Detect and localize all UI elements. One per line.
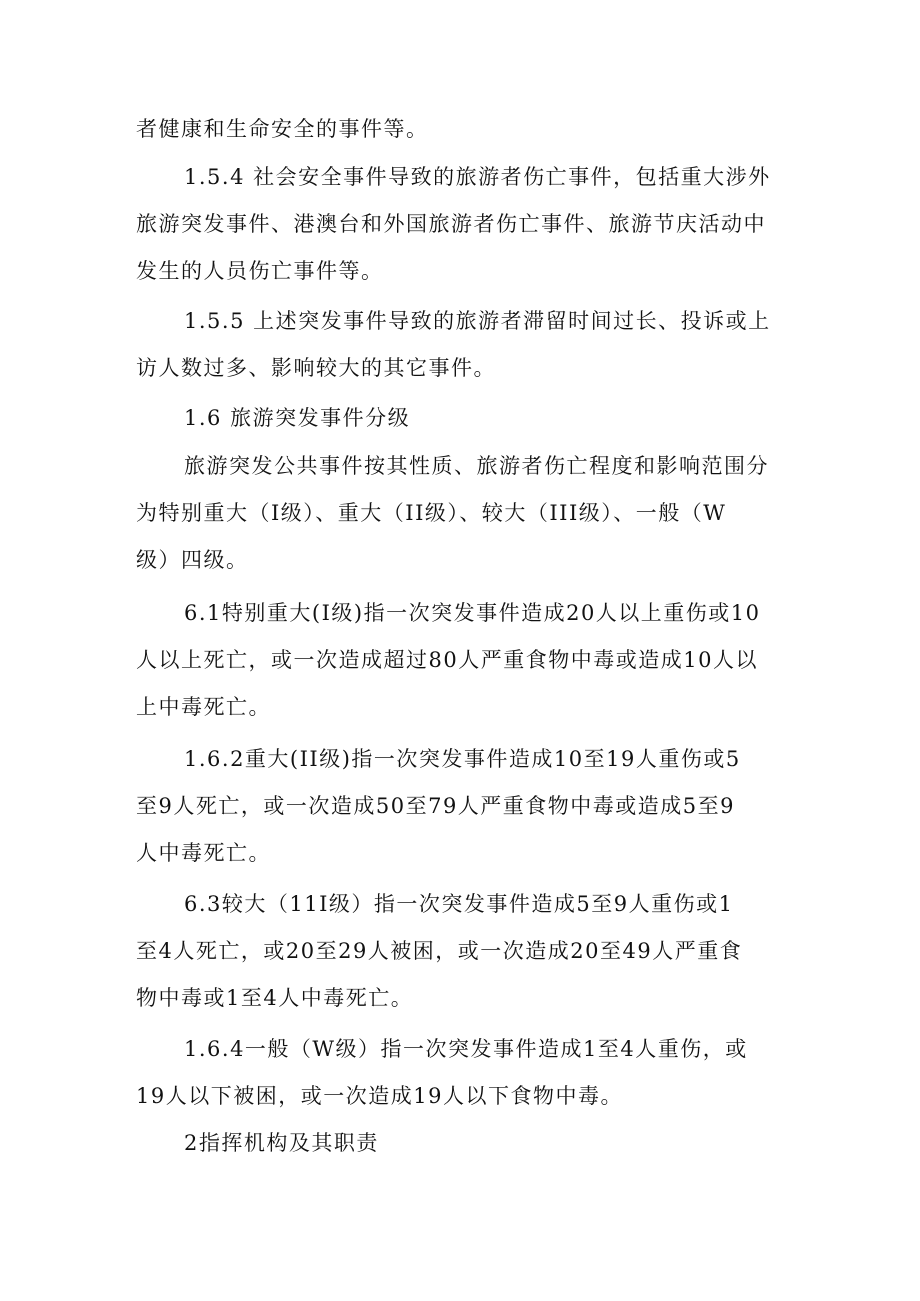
text-line: 为特别重大（I级）、重大（II级）、较大（III级）、一般（W: [136, 501, 727, 525]
paragraph-1-5-4: [136, 154, 796, 295]
text-line: 物中毒或1至4人中毒死亡。: [136, 986, 414, 1010]
text-line: 6.3较大（11I级）指一次突发事件造成5至9人重伤或1: [184, 892, 734, 916]
text-line: 人中毒死亡。: [136, 841, 271, 865]
text-line: 1.5.5 上述突发事件导致的旅游者滞留时间过长、投诉或上: [184, 309, 771, 333]
heading-text: 1.6 旅游突发事件分级: [184, 406, 411, 430]
text-line: 19人以下被困，或一次造成19人以下食物中毒。: [136, 1084, 623, 1108]
text-line: 发生的人员伤亡事件等。: [136, 259, 384, 283]
text-line: 1.6.4一般（W级）指一次突发事件造成1至4人重伤，或: [184, 1037, 748, 1061]
paragraph-6-3: [136, 881, 796, 1022]
section-heading-1-6: [136, 395, 796, 442]
paragraph-1-6-4: [136, 1026, 796, 1120]
heading-text: 2指挥机构及其职责: [184, 1131, 379, 1155]
text-line: 人以上死亡，或一次造成超过80人严重食物中毒或造成10人以: [136, 648, 758, 672]
paragraph-1-5-5: [136, 298, 796, 392]
text-line: 1.6.2重大(II级)指一次突发事件造成10至19人重伤或5: [184, 747, 741, 771]
text-line: 6.1特别重大(I级)指一次突发事件造成20人以上重伤或10: [184, 601, 761, 625]
text-line: 者健康和生命安全的事件等。: [136, 117, 429, 141]
text-line: 访人数过多、影响较大的其它事件。: [136, 356, 496, 380]
paragraph-classification: [136, 443, 796, 584]
section-heading-2: [136, 1120, 796, 1167]
paragraph-6-1: [136, 590, 796, 731]
text-line: 1.5.4 社会安全事件导致的旅游者伤亡事件，包括重大涉外: [184, 165, 771, 189]
text-line: 级）四级。: [136, 548, 249, 572]
text-line: 至4人死亡，或20至29人被困，或一次造成20至49人严重食: [136, 939, 743, 963]
text-line: 上中毒死亡。: [136, 695, 271, 719]
text-line: 至9人死亡，或一次造成50至79人严重食物中毒或造成5至9: [136, 794, 736, 818]
text-line: 旅游突发公共事件按其性质、旅游者伤亡程度和影响范围分: [184, 454, 769, 478]
text-line: 旅游突发事件、港澳台和外国旅游者伤亡事件、旅游节庆活动中: [136, 212, 766, 236]
paragraph-1: [136, 106, 796, 153]
paragraph-1-6-2: [136, 736, 796, 877]
